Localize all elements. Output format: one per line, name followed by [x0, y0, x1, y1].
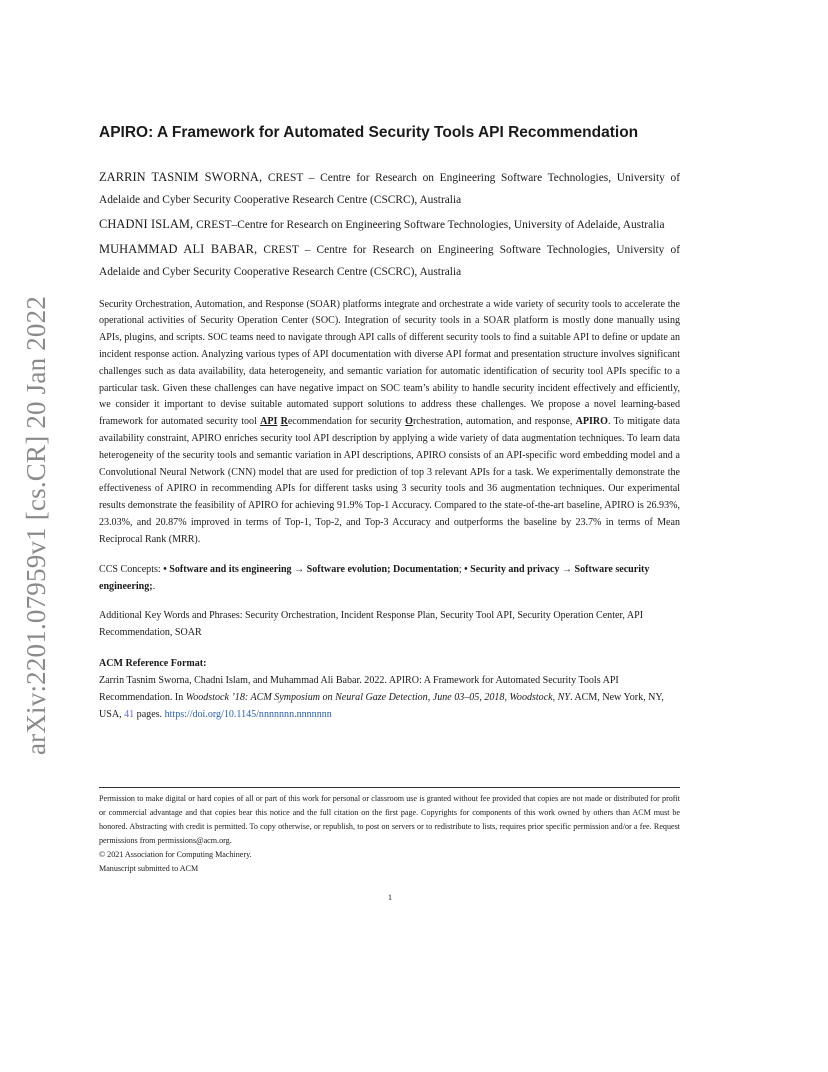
- abstract: [99, 297, 680, 549]
- abstract-text: Security Orchestration, Automation, and Response (SOAR) platforms integrate and orchestrate a wide variety of security tools to accelerate the operational activities of Security Operation Center (SOC). Integration of security tools in a SOAR platform is mostly done manually using APIs, plugins, and scripts. SOC teams need to navigate through API calls of different security tools to find a suitable API to define or update an incident response action. Analyzing various types of API documentation with diverse API format and presentation structure involves significant challenges such as data availability, data heterogeneity, and semantic variation for automatic identification of security tool APIs specific to a particular task. Given these challenges can have negative impact on SOC team’s ability to handle security incident effectively and efficiently, we consider it important to devise suitable automated support solutions to address these challenges. We propose a novel learning-based framework for automated security tool: [99, 298, 680, 428]
- acronym-o: O: [405, 416, 413, 428]
- paper-title: APIRO: A Framework for Automated Security Tools API Recommendation: [99, 124, 639, 141]
- author-name: CHADNI ISLAM,: [99, 216, 194, 231]
- acm-reference: [99, 672, 680, 723]
- ccs-separator: ;: [458, 563, 465, 575]
- acm-reference-heading: ACM Reference Format:: [99, 657, 207, 669]
- ccs-concept-1: • Software and its engineering → Software evolution; Documentation: [163, 563, 459, 575]
- abstract-text: rchestration, automation, and response,: [412, 416, 576, 428]
- paper-front-matter: [99, 122, 680, 723]
- keywords: Additional Key Words and Phrases: Security Orchestration, Incident Response Plan, Security Tool API, Security Operation Center, API Recommendation, SOAR: [99, 609, 644, 638]
- arxiv-identifier: arXiv:2201.07959v1 [cs.CR] 20 Jan 2022: [21, 295, 52, 755]
- reference-venue: Woodstock ’18: ACM Symposium on Neural Gaze Detection, June 03–05, 2018, Woodstock, NY: [185, 691, 570, 703]
- ccs-label: CCS Concepts:: [99, 563, 164, 575]
- author-affiliation: CREST–Centre for Research on Engineering Software Technologies, University of Adelaide, Australia: [193, 218, 665, 231]
- abstract-text: . To mitigate data availability constraint, APIRO enriches security tool API description by applying a wide variety of data augmentation techniques. To learn data heterogeneity of the security tools and semantic variation in API descriptions, APIRO consists of an API-specific word embedding model and a Convolutional Neural Network (CNN) model that are used for prediction of top 3 relevant APIs for a task. We experimentally demonstrate the effectiveness of APIRO in recommending APIs for different tasks using 3 security tools and 36 augmentation techniques. Our experimental results demonstrate the feasibility of APIRO for achieving 91.9% Top-1 Accuracy. Compared to the state-of-the-art baseline, APIRO is 26.93%, 23.03%, and 20.87% improved in terms of Top-1, Top-2, and Top-3 Accuracy and outperforms the baseline by 23.7% in terms of Mean Reciprocal Rank (MRR).: [99, 416, 680, 545]
- reference-text: . ACM, New York, NY, USA,: [99, 691, 664, 720]
- footnote: [99, 787, 680, 876]
- pages-link[interactable]: 41: [124, 708, 135, 720]
- author-2: [99, 213, 680, 236]
- acronym-api: API: [260, 416, 278, 428]
- author-affiliation: CREST – Centre for Research on Engineering Software Technologies, University of Adelaide and Cyber Security Cooperative Research Centre (CSCRC), Australia: [99, 243, 680, 278]
- manuscript-notice: Manuscript submitted to ACM: [99, 864, 199, 873]
- apiro-name: APIRO: [575, 416, 608, 428]
- reference-text: pages.: [134, 708, 165, 720]
- doi-link[interactable]: https://doi.org/10.1145/nnnnnnn.nnnnnnn: [164, 708, 332, 720]
- author-name: MUHAMMAD ALI BABAR,: [99, 241, 258, 256]
- arxiv-side-stamp: [22, 290, 52, 760]
- author-name: ZARRIN TASNIM SWORNA,: [99, 169, 263, 184]
- abstract-text: ecommendation for security: [287, 416, 406, 428]
- ccs-concepts: [99, 561, 680, 595]
- reference-text: Zarrin Tasnim Sworna, Chadni Islam, and Muhammad Ali Babar. 2022. APIRO: A Framework for Automated Security Tools API Recommendation. In: [99, 674, 619, 703]
- author-3: [99, 238, 680, 283]
- acronym-r: R: [280, 416, 288, 428]
- ccs-concept-2: • Security and privacy → Software security engineering;: [99, 563, 650, 592]
- author-1: [99, 166, 680, 211]
- ccs-end: .: [152, 580, 156, 592]
- permission-notice: Permission to make digital or hard copies of all or part of this work for personal or classroom use is granted without fee provided that copies are not made or distributed for profit or commercial advantage and that copies bear this notice and the full citation on the first page. Copyrights for components of this work owned by others than ACM must be honored. Abstracting with credit is permitted. To copy otherwise, or republish, to post on servers or to redistribute to lists, requires prior specific permission and/or a fee. Request permissions from permissions@acm.org.: [99, 794, 680, 845]
- page-number: 1: [387, 892, 393, 902]
- copyright-notice: © 2021 Association for Computing Machinery.: [99, 850, 252, 859]
- author-affiliation: CREST – Centre for Research on Engineering Software Technologies, University of Adelaide and Cyber Security Cooperative Research Centre (CSCRC), Australia: [99, 171, 680, 206]
